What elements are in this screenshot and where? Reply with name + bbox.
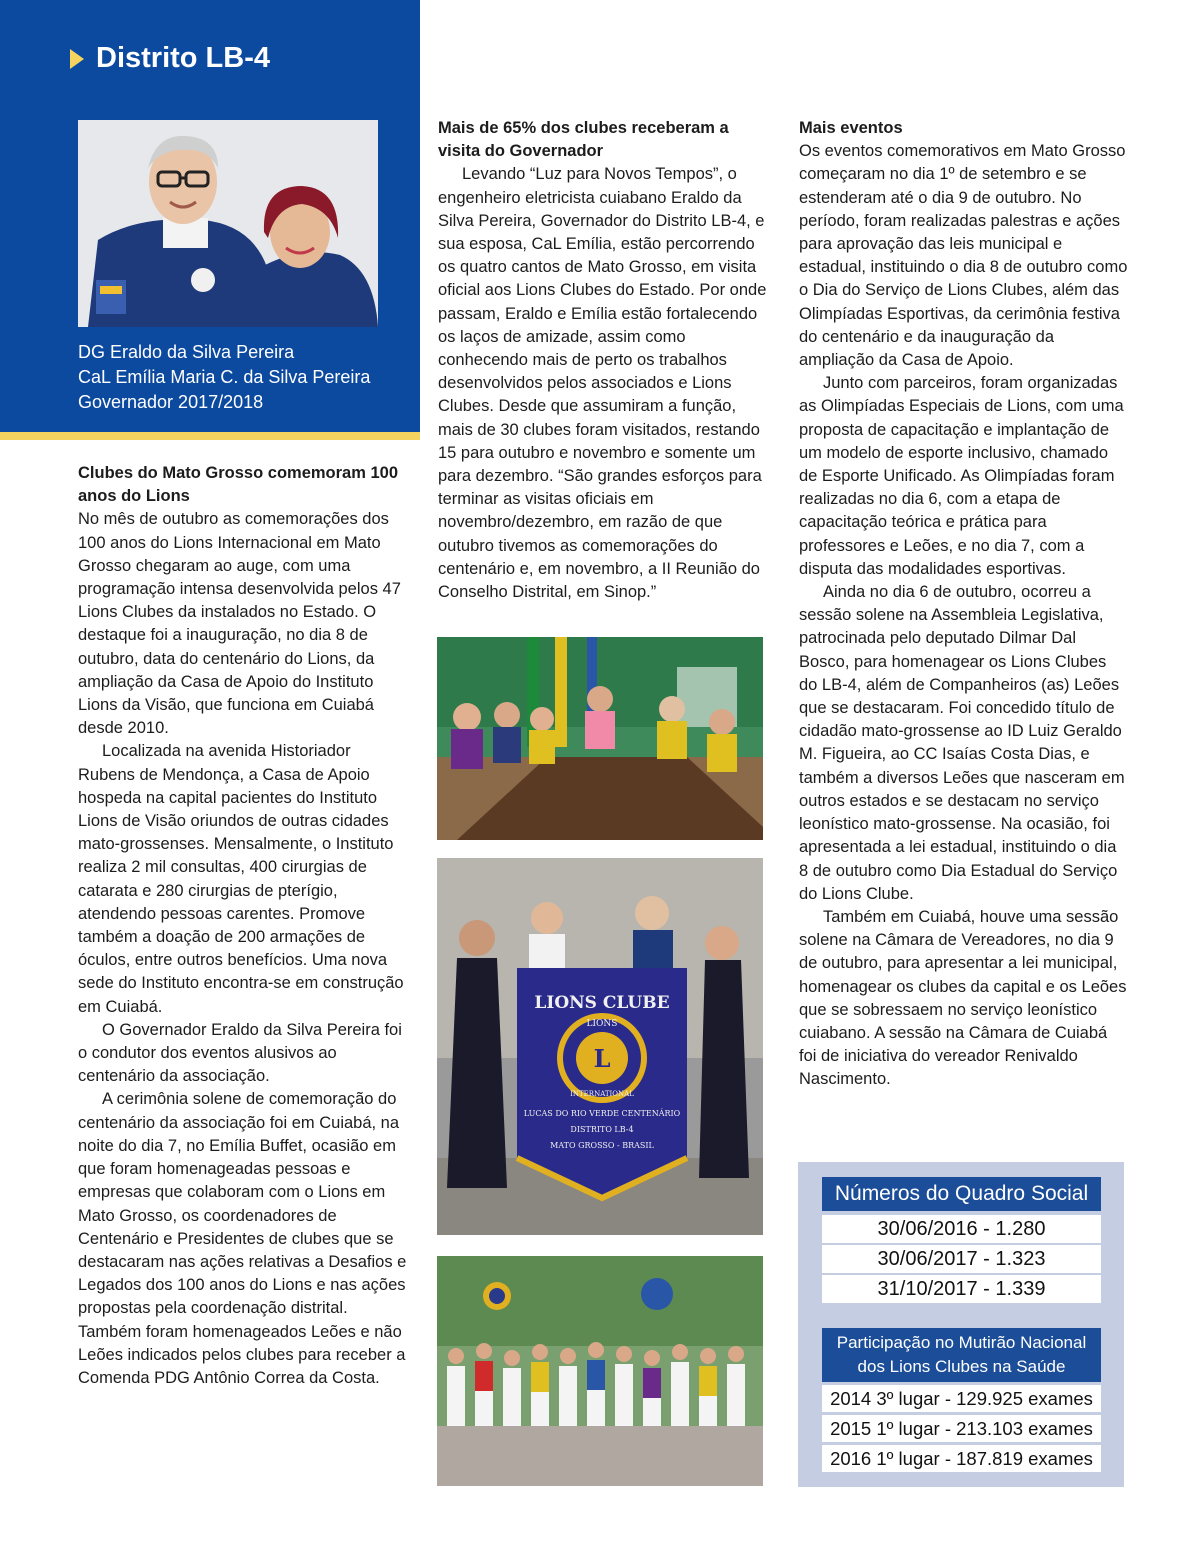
stats-row: 30/06/2017 - 1.323 [822,1245,1101,1273]
participation-title [822,1328,1101,1382]
participation-row: 2015 1º lugar - 213.103 exames [822,1415,1101,1442]
article-paragraph: Junto com parceiros, foram organizadas as Olimpíadas Especiais de Lions, com uma proposta de capacitação e implantação de um modelo de esporte inclusivo, chamado de Esporte Unificado. As Olimpíadas foram realizadas no dia 6, com a etapa de capacitação teórica e prática para professores e Leões, e no dia 7, com a disputa das modalidades esportivas. [799,374,1124,578]
article-paragraph: Também em Cuiabá, houve uma sessão solene na Câmara de Vereadores, no dia 9 de outubro, para apresentar a lei municipal, homenagear os clubes da capital e os Leões que se sobressaem no serviço leonístico cuiabano. A sessão na Câmara de Cuiabá foi de iniciativa do vereador Renivaldo Nascimento. [799,907,1127,1089]
article-centenary [78,462,408,1390]
caption-line: DG Eraldo da Silva Pereira [78,342,295,362]
caption-line: Governador 2017/2018 [78,392,264,412]
caption-line: CaL Emília Maria C. da Silva Pereira [78,367,371,387]
header-accent-line [0,432,420,440]
article-paragraph: No mês de outubro as comemorações dos 100 anos do Lions Internacional em Mato Grosso chegaram ao auge, com uma programação intensa desenvolvida pelos 47 Lions Clubes da instalados no Estado. O destaque foi a inauguração, no dia 8 de outubro, data do centenário do Lions, da ampliação da Casa de Apoio do Instituto Lions da Visão, que funciona em Cuiabá desde 2010. [78,510,401,738]
article-heading: Mais eventos [799,119,903,137]
banner-letter: L [593,1044,611,1073]
membership-stats-box [798,1162,1124,1487]
portrait-caption [78,340,370,415]
article-paragraph: O Governador Eraldo da Silva Pereira foi o condutor dos eventos alusivos ao centenário da associação. [78,1020,402,1086]
banner-district: DISTRITO LB-4 [570,1125,634,1134]
meeting-photo [437,637,763,840]
banner-photo [437,858,763,1235]
section-title [70,42,270,75]
article-paragraph: Levando “Luz para Novos Tempos”, o engenheiro eletricista cuiabano Eraldo da Silva Pereira, Governador do Distrito LB-4, e sua esposa, CaL Emília, estão percorrendo os quatro cantos de Mato Grosso, em visita oficial aos Lions Clubes do Estado. Por onde passam, Eraldo e Emília estão fortalecendo os laços de amizade, assim como conhecendo mais de perto os trabalhos desenvolvidos pelos associados e Lions Clubes. Desde que assumiram a função, mais de 30 clubes foram visitados, restando 15 para outubro e novembro e somente um para dezembro. “São grandes esforços para terminar as visitas oficiais em novembro/dezembro, em razão de que outubro tivemos as comemorações do centenário e, em novembro, a II Reunião do Conselho Distrital, em Sinop.” [438,165,767,602]
banner-state: MATO GROSSO - BRASIL [550,1141,654,1150]
article-governor-visits [438,117,768,604]
banner-title: LIONS CLUBE [534,993,670,1013]
stats-row: 30/06/2016 - 1.280 [822,1215,1101,1243]
article-more-events [799,117,1129,1092]
participation-row: 2014 3º lugar - 129.925 exames [822,1385,1101,1412]
group-photo [437,1256,763,1486]
banner-club-name: LUCAS DO RIO VERDE CENTENÁRIO [523,1109,681,1118]
section-title-text: Distrito LB-4 [96,42,270,74]
banner-ring-bottom: INTERNATIONAL [570,1090,634,1098]
article-paragraph: Os eventos comemorativos em Mato Grosso começaram no dia 1º de setembro e se estenderam até o dia 9 de outubro. No período, foram realizadas palestras e ações para aprovação das leis municipal e estadual, instituindo o dia 8 de outubro como o Dia do Serviço de Lions Clubes, além das Olimpíadas Esportivas, da cerimônia festiva do centenário e da inauguração da ampliação da Casa de Apoio. [799,142,1128,370]
triangle-right-icon [70,49,84,69]
article-heading: Mais de 65% dos clubes receberam a visita do Governador [438,119,729,161]
article-paragraph: Ainda no dia 6 de outubro, ocorreu a sessão solene na Assembleia Legislativa, patrocinada pelo deputado Dilmar Dal Bosco, para homenagear os Lions Clubes do LB-4, além de Companheiros (as) Leões que se destacaram. Foi concedido título de cidadão mato-grossense ao ID Luiz Geraldo M. Figueira, ao CC Isaías Costa Dias, e também a diversos Leões que nasceram em outros estados e se destacam no serviço leonístico mato-grossense. Na ocasião, foi apresentada a lei estadual, instituindo o dia 8 de outubro como Dia Estadual do Serviço do Lions Clube. [799,583,1125,903]
stats-row: 31/10/2017 - 1.339 [822,1275,1101,1303]
participation-title-line: dos Lions Clubes na Saúde [857,1357,1066,1376]
article-paragraph: A cerimônia solene de comemoração do centenário da associação foi em Cuiabá, na noite do dia 7, no Emília Buffet, ocasião em que foram homenageadas pessoas e empresas que colaboram com o Lions em Mato Grosso, os coordenadores de Centenário e Presidentes de clubes que se destacaram nas ações relativas a Desafios e Legados dos 100 anos do Lions e nas ações propostas pela coordenação distrital. Também foram homenageados Leões e não Leões indicados pelos clubes para receber a Comenda PDG Antônio Correa da Costa. [78,1090,407,1387]
stats-title: Números do Quadro Social [822,1177,1101,1211]
participation-row: 2016 1º lugar - 187.819 exames [822,1445,1101,1472]
article-heading: Clubes do Mato Grosso comemoram 100 anos do Lions [78,464,399,506]
governor-portrait [78,120,378,327]
participation-title-line: Participação no Mutirão Nacional [836,1333,1087,1352]
article-paragraph: Localizada na avenida Historiador Rubens de Mendonça, a Casa de Apoio hospeda na capital pacientes do Instituto Lions de Visão oriundos de outras cidades mato-grossenses. Mensalmente, o Instituto realiza 2 mil consultas, 400 cirurgias de catarata e 280 cirurgias de pterígio, atendendo pessoas carentes. Promove também a doação de 200 armações de óculos, entre outros benefícios. Uma nova sede do Instituto encontra-se em construção em Cuiabá. [78,742,404,1016]
banner-ring-top: LIONS [586,1019,618,1029]
